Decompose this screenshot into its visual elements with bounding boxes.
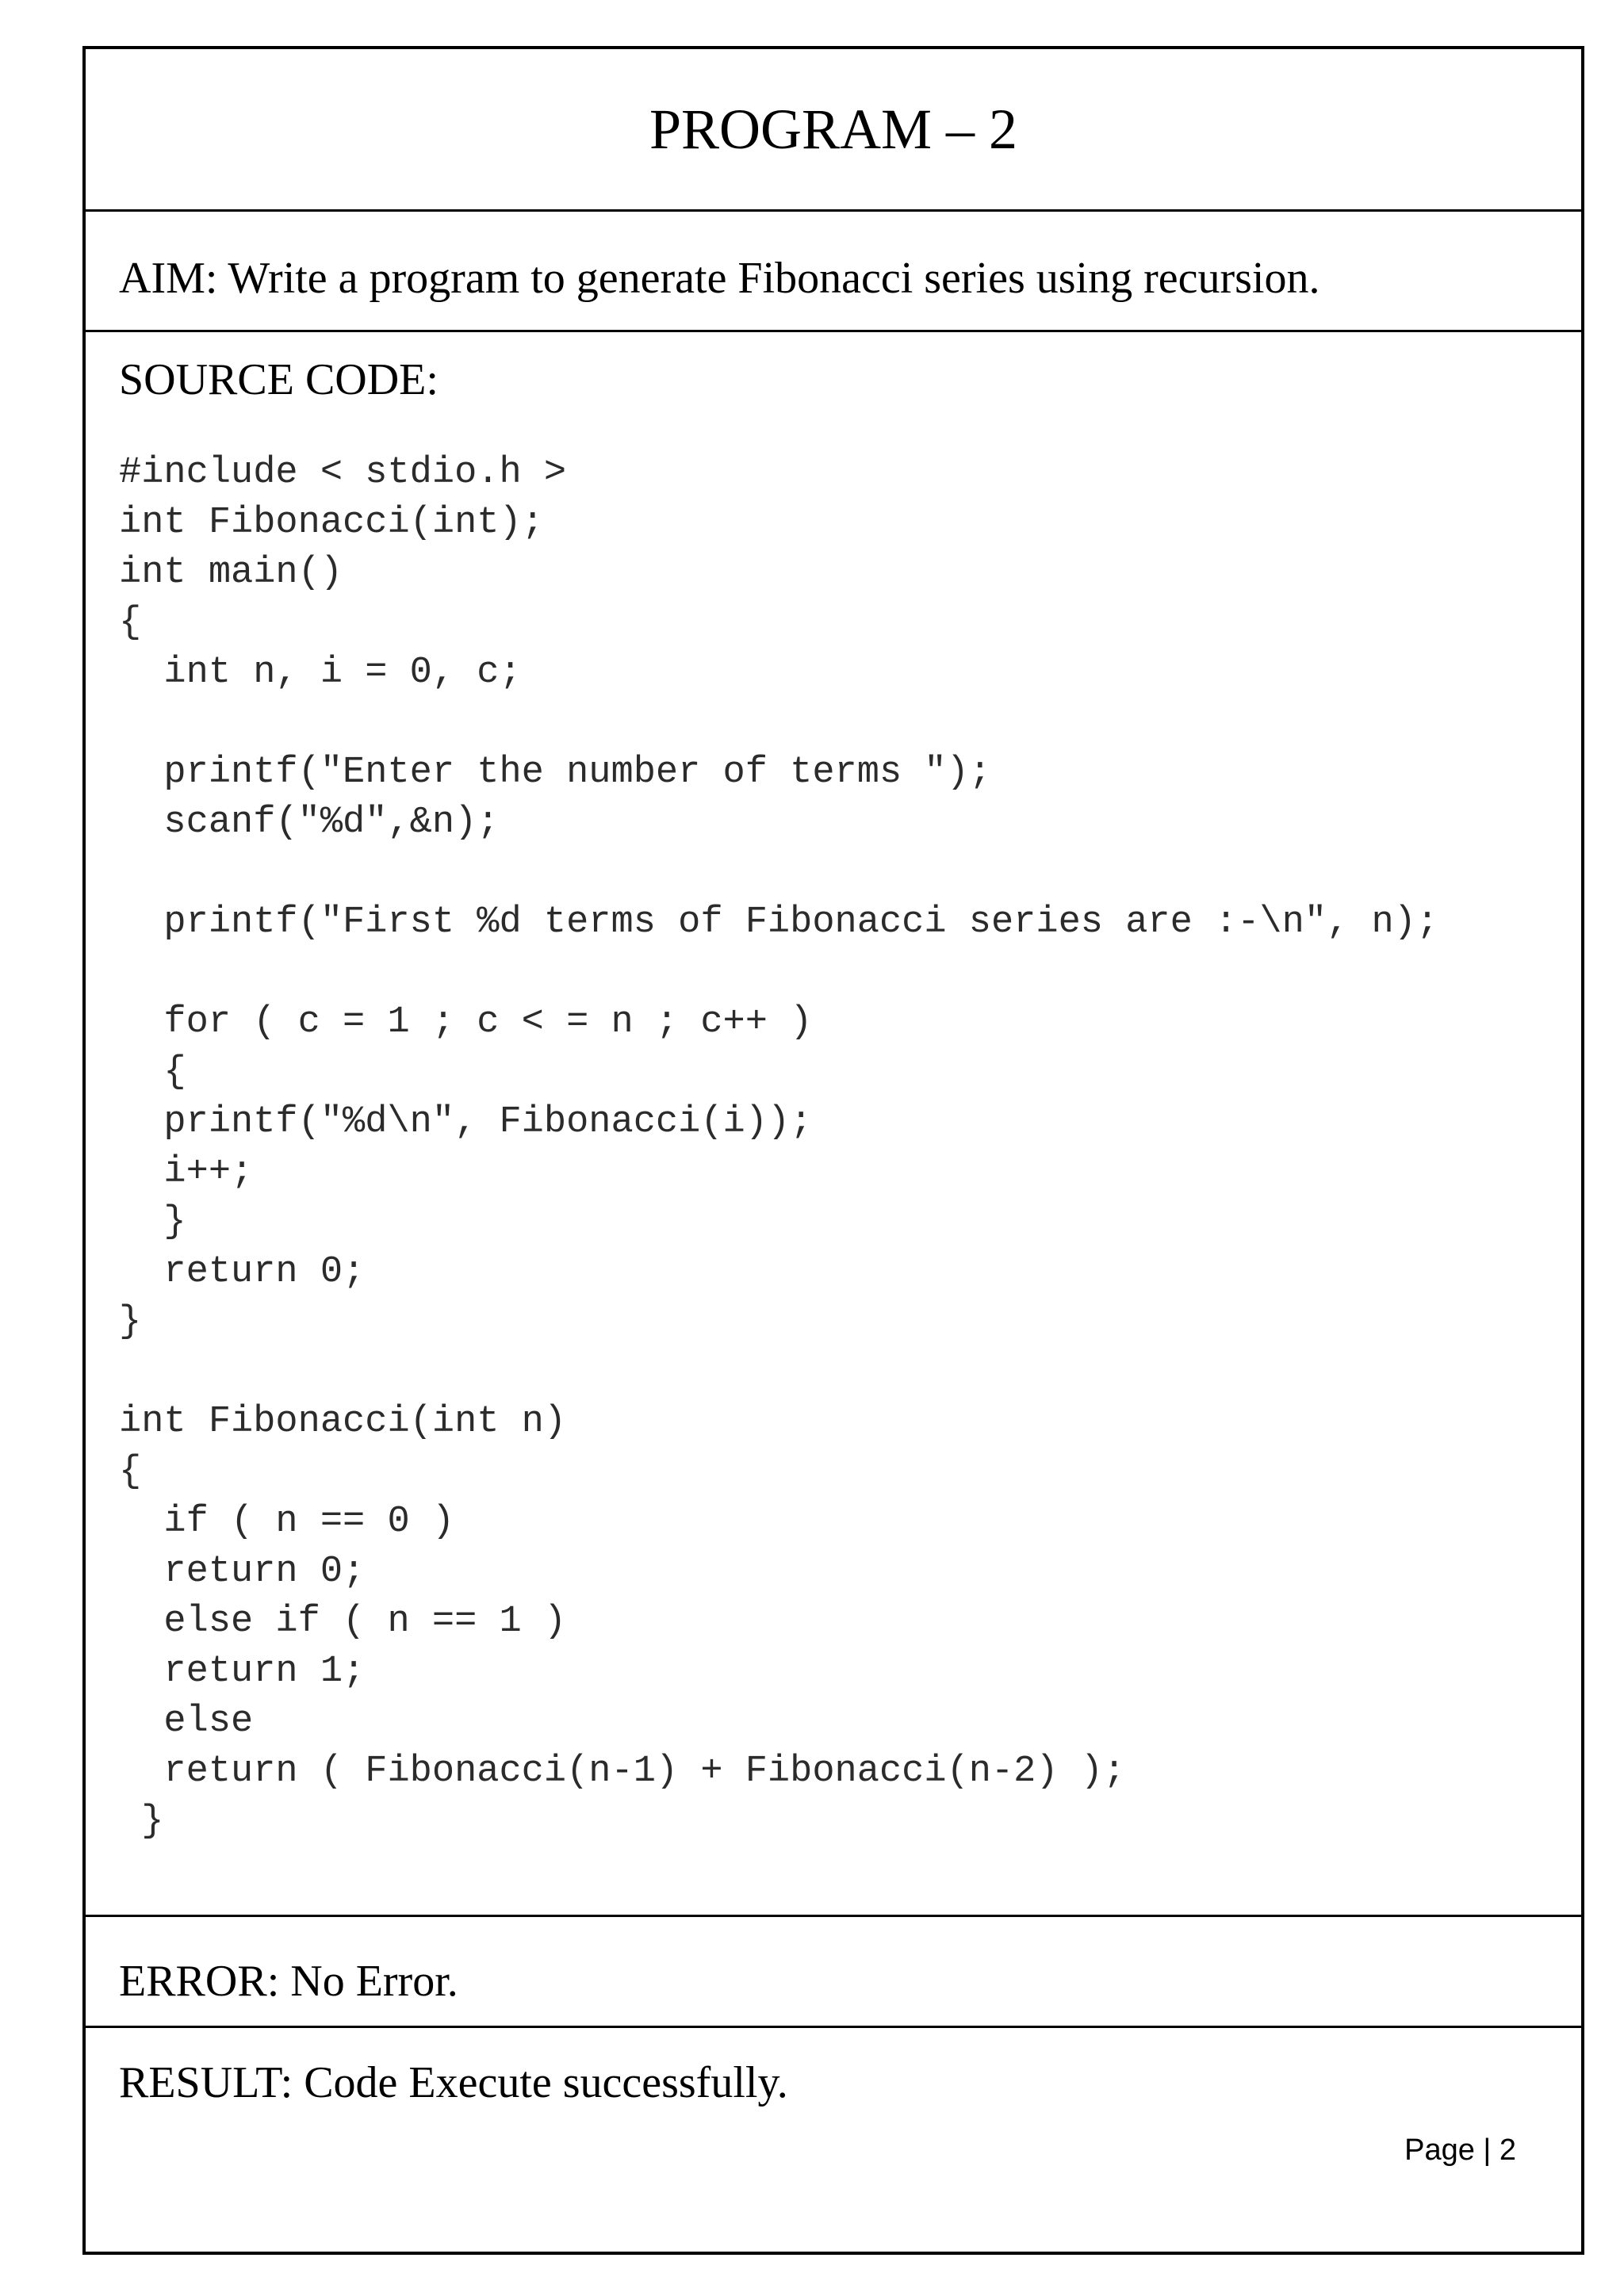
error-text: ERROR: No Error. (119, 1957, 458, 2006)
code-line: } (119, 1201, 186, 1243)
code-line: printf("%d\n", Fibonacci(i)); (119, 1101, 813, 1143)
code-line (119, 1347, 1438, 1397)
code-line: int Fibonacci(int n) (119, 1401, 567, 1443)
code-line: scanf("%d",&n); (119, 802, 500, 844)
code-line: { (119, 1451, 142, 1493)
code-line: printf("First %d terms of Fibonacci series are :-\n", n); (119, 901, 1439, 943)
aim-text: AIM: Write a program to generate Fibonacci series using recursion. (119, 254, 1320, 303)
code-line (119, 947, 1438, 997)
code-line: return 1; (119, 1651, 366, 1693)
code-line: return 0; (119, 1551, 366, 1593)
code-line: return ( Fibonacci(n-1) + Fibonacci(n-2) ); (119, 1751, 1126, 1793)
code-line: { (119, 602, 142, 644)
title-divider (82, 209, 1584, 212)
code-line: printf("Enter the number of terms "); (119, 752, 991, 794)
code-line: else (119, 1701, 254, 1743)
code-line: else if ( n == 1 ) (119, 1601, 567, 1643)
page-number: Page | 2 (1404, 2133, 1516, 2167)
code-line: return 0; (119, 1251, 366, 1293)
code-divider (82, 1915, 1584, 1917)
code-line: i++; (119, 1151, 254, 1193)
code-line (119, 698, 1438, 748)
result-text: RESULT: Code Execute successfully. (119, 2058, 788, 2107)
code-line: int main() (119, 552, 343, 594)
code-line: } (119, 1800, 164, 1843)
code-line: int n, i = 0, c; (119, 652, 522, 694)
code-line: int Fibonacci(int); (119, 502, 544, 544)
error-divider (82, 2026, 1584, 2028)
code-line: } (119, 1301, 142, 1343)
code-line: for ( c = 1 ; c < = n ; c++ ) (119, 1001, 813, 1043)
code-line: #include < stdio.h > (119, 452, 567, 494)
aim-divider (82, 330, 1584, 332)
code-line: { (119, 1051, 186, 1093)
program-title: PROGRAM – 2 (649, 98, 1018, 161)
code-line (119, 848, 1438, 897)
source-code-block (119, 448, 1438, 1846)
source-code-heading: SOURCE CODE: (119, 355, 439, 404)
code-line: if ( n == 0 ) (119, 1501, 455, 1543)
